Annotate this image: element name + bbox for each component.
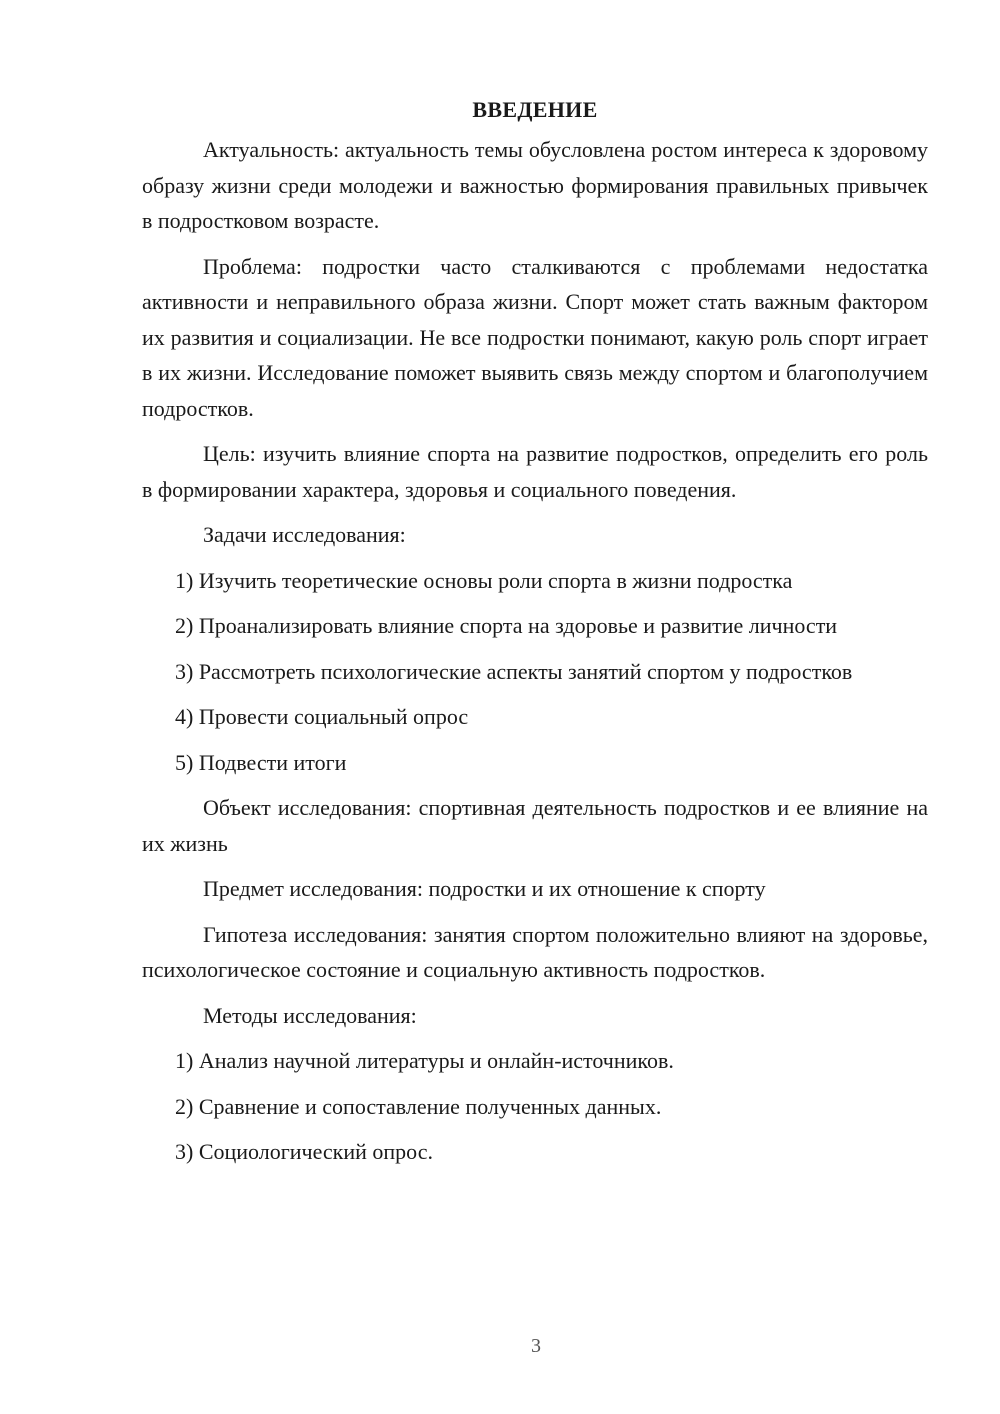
- paragraph-goal: Цель: изучить влияние спорта на развитие подростков, определить его роль в формировании характера, здоровья и социального поведения.: [142, 441, 928, 502]
- method-item: 3) Социологический опрос.: [175, 1139, 433, 1164]
- task-item: 1) Изучить теоретические основы роли спорта в жизни подростка: [175, 567, 793, 593]
- paragraph-object: Объект исследования: спортивная деятельность подростков и ее влияние на их жизнь: [142, 795, 928, 856]
- task-item: 2) Проанализировать влияние спорта на здоровье и развитие личности: [175, 613, 838, 638]
- page-title: ВВЕДЕНИЕ: [472, 97, 598, 122]
- method-item: 1) Анализ научной литературы и онлайн-источников.: [175, 1048, 674, 1073]
- paragraph-relevance: Актуальность: актуальность темы обусловлена ростом интереса к здоровому образу жизни среди молодежи и важностью формирования правильных привычек в подростковом возрасте.: [142, 137, 928, 233]
- task-item: 4) Провести социальный опрос: [175, 704, 469, 729]
- page-content: [142, 92, 928, 1180]
- task-item: 5) Подвести итоги: [175, 749, 347, 775]
- paragraph-hypothesis: Гипотеза исследования: занятия спортом положительно влияют на здоровье, психологическое состояние и социальную активность подростков.: [142, 921, 928, 982]
- page-number: 3: [531, 1335, 541, 1357]
- paragraph-problem: Проблема: подростки часто сталкиваются с проблемами недостатка активности и неправильного образа жизни. Спорт может стать важным фактором их развития и социализации. Не все подростки понимают, какую роль спорт играет в их жизни. Исследование поможет выявить связь между спортом и благополучием подростков.: [142, 253, 928, 421]
- tasks-heading: Задачи исследования:: [203, 522, 406, 547]
- method-item: 2) Сравнение и сопоставление полученных данных.: [175, 1093, 662, 1119]
- methods-heading: Методы исследования:: [203, 1002, 417, 1028]
- paragraph-subject: Предмет исследования: подростки и их отношение к спорту: [203, 876, 766, 901]
- task-item: 3) Рассмотреть психологические аспекты занятий спортом у подростков: [175, 658, 853, 684]
